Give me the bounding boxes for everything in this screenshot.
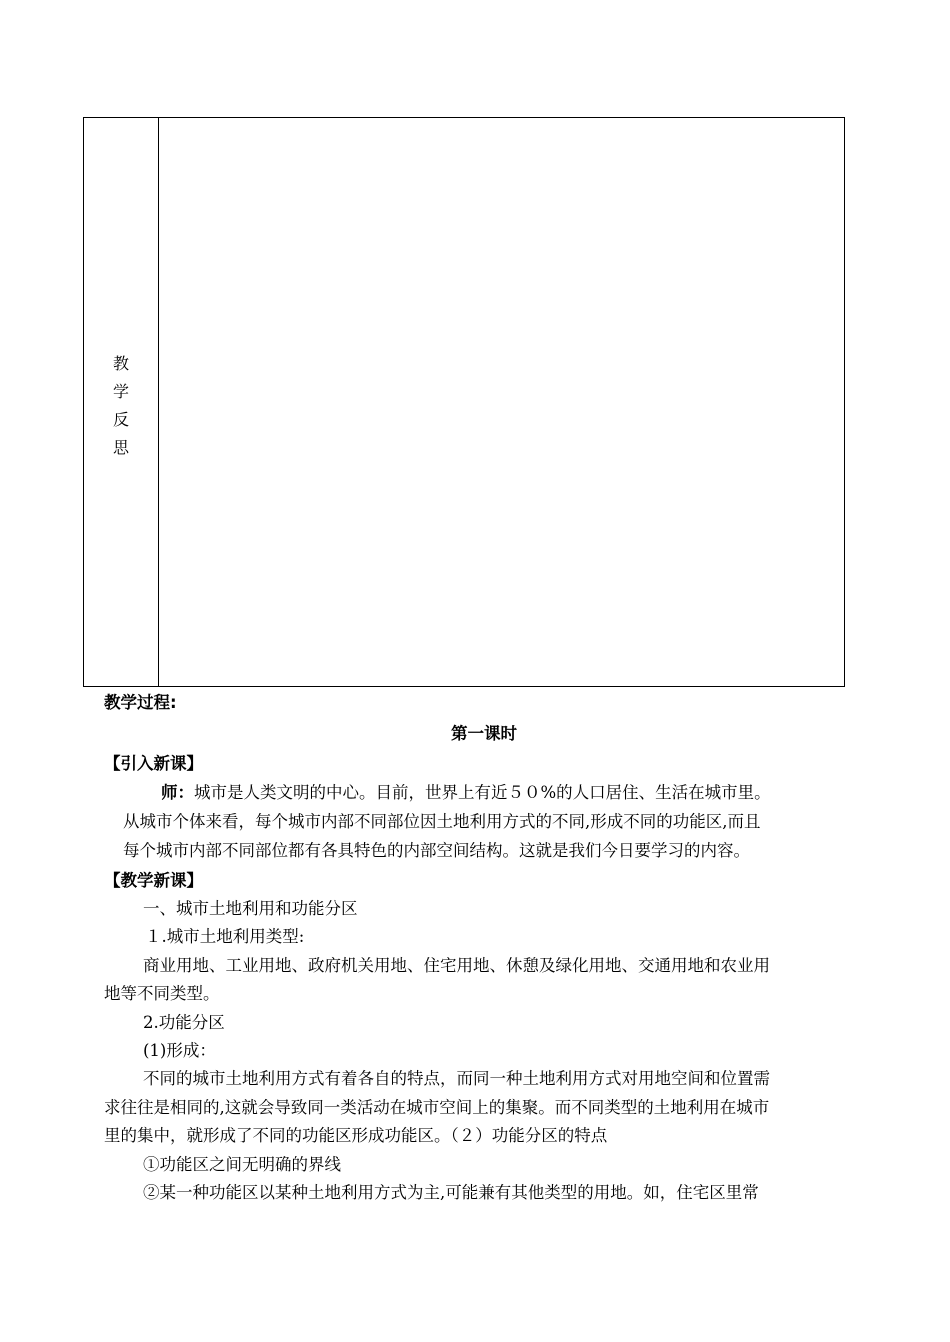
intro-heading: 【引入新课】 (104, 754, 203, 773)
process-heading: 教学过程: (104, 693, 177, 712)
intro-paragraph-line (161, 781, 771, 805)
feature-item: ①功能区之间无明确的界线 (143, 1155, 341, 1174)
reflection-table (83, 117, 845, 687)
table-divider (158, 118, 159, 686)
teacher-label: 师： (161, 783, 194, 802)
intro-text: 城市是人类文明的中心。目前，世界上有近５０%的人口居住、生活在城市里。 (194, 783, 771, 802)
item-heading: 2.功能分区 (143, 1013, 225, 1032)
item-heading: １.城市土地利用类型: (145, 927, 305, 946)
paragraph-line: 商业用地、工业用地、政府机关用地、住宅用地、休憩及绿化用地、交通用地和农业用 (143, 956, 770, 975)
label-char: 教 (112, 354, 129, 373)
label-char: 思 (112, 438, 129, 457)
section-heading: 一、城市土地利用和功能分区 (143, 899, 358, 918)
feature-item: ②某一种功能区以某种土地利用方式为主,可能兼有其他类型的用地。如，住宅区里常 (143, 1183, 759, 1202)
reflection-label (84, 350, 158, 462)
label-char: 反 (112, 410, 129, 429)
paragraph-line: 地等不同类型。 (104, 984, 220, 1003)
intro-paragraph-line: 从城市个体来看，每个城市内部不同部位因土地利用方式的不同,形成不同的功能区,而且 (123, 812, 761, 831)
label-char: 学 (112, 382, 129, 401)
paragraph-line: 里的集中，就形成了不同的功能区形成功能区。（２）功能分区的特点 (104, 1126, 608, 1145)
new-lesson-heading: 【教学新课】 (104, 871, 203, 890)
paragraph-line: 求往往是相同的,这就会导致同一类活动在城市空间上的集聚。而不同类型的土地利用在城市 (104, 1098, 770, 1117)
intro-paragraph-line: 每个城市内部不同部位都有各具特色的内部空间结构。这就是我们今日要学习的内容。 (123, 841, 750, 860)
lesson-title: 第一课时 (451, 724, 517, 743)
paragraph-line: 不同的城市土地利用方式有着各自的特点，而同一种土地利用方式对用地空间和位置需 (143, 1069, 770, 1088)
sub-heading: (1)形成： (143, 1041, 216, 1060)
